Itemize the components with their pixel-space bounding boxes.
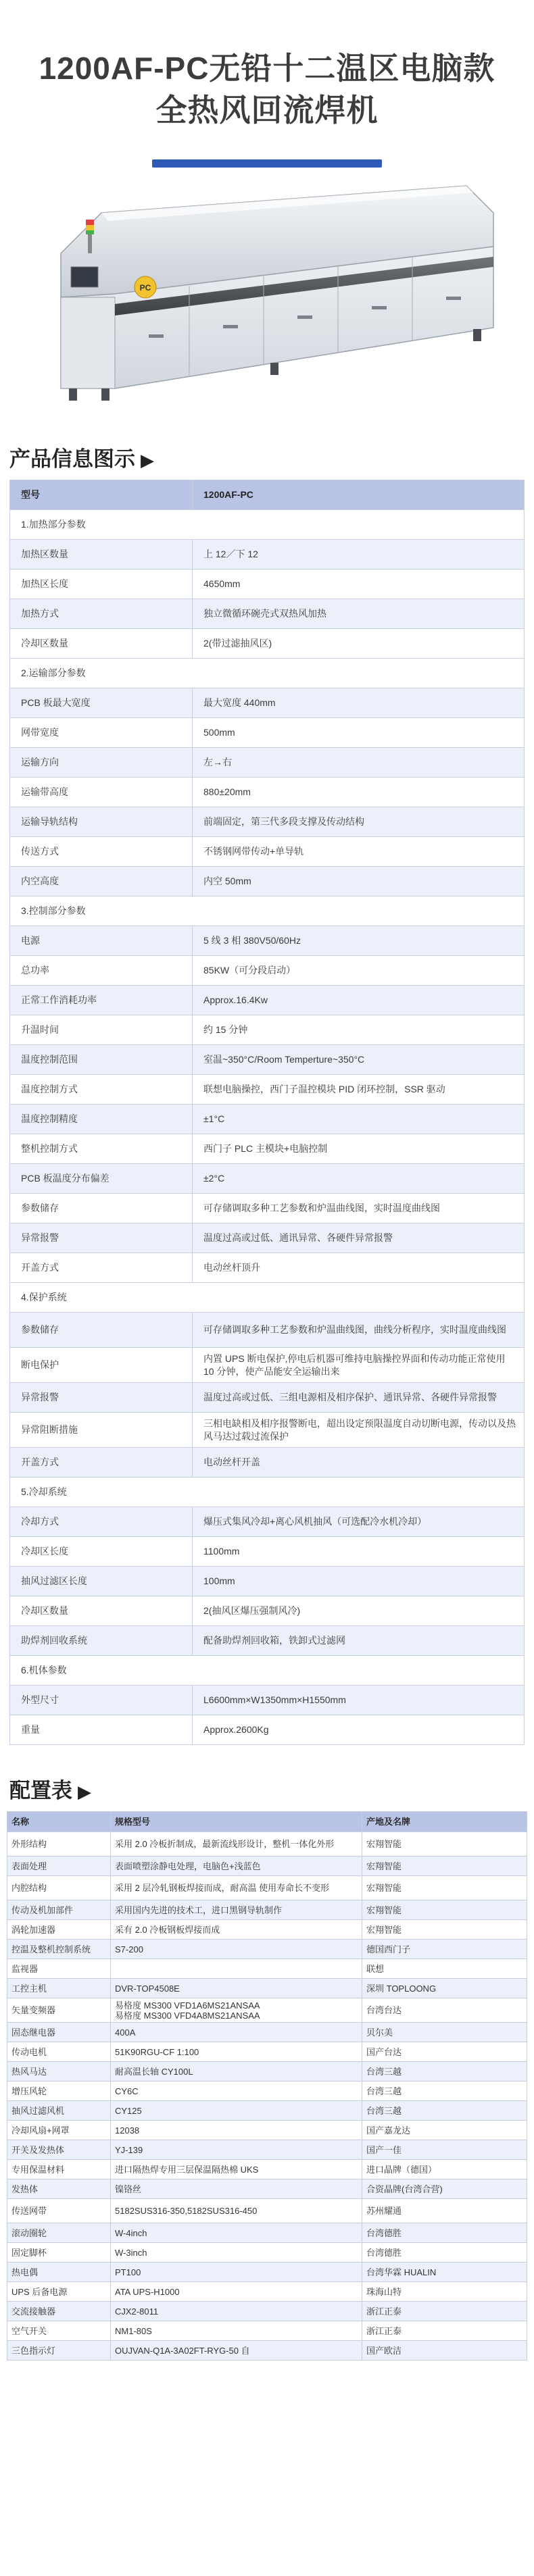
spec-label: 开盖方式	[10, 1448, 193, 1478]
config-row	[7, 2282, 527, 2302]
spec-label: PCB 板最大宽度	[10, 688, 193, 718]
config-name: 交流接触器	[7, 2302, 111, 2321]
spec-value: 温度过高或过低、三组电源相及相序保护、通讯异常、各硬件异常报警	[193, 1383, 525, 1413]
spec-value: 室温~350°C/Room Temperture~350°C	[193, 1045, 525, 1075]
spec-value: 500mm	[193, 718, 525, 748]
config-row	[7, 2081, 527, 2101]
spec-label: 冷却区数量	[10, 1596, 193, 1626]
config-name: 外形结构	[7, 1832, 111, 1857]
config-spec: W-4inch	[111, 2223, 362, 2243]
spec-value: 约 15 分钟	[193, 1015, 525, 1045]
config-row	[7, 1998, 527, 2023]
config-origin: 联想	[362, 1959, 527, 1979]
config-name: UPS 后备电源	[7, 2282, 111, 2302]
spec-header-cell: 1200AF-PC	[193, 480, 525, 510]
config-row	[7, 1857, 527, 1876]
spec-value: 上 12／下 12	[193, 540, 525, 570]
config-origin: 国产台达	[362, 2042, 527, 2062]
config-row	[7, 2023, 527, 2042]
config-name: 监视器	[7, 1959, 111, 1979]
config-row	[7, 2062, 527, 2081]
config-spec: CY6C	[111, 2081, 362, 2101]
config-row	[7, 2042, 527, 2062]
spec-section-label: 1.加热部分参数	[10, 510, 525, 540]
spec-value: 最大宽度 440mm	[193, 688, 525, 718]
config-spec: 采有 2.0 冷板钢板焊接而成	[111, 1920, 362, 1940]
spec-label: 总功率	[10, 956, 193, 986]
title-underline	[152, 159, 382, 168]
spec-row	[10, 1134, 525, 1164]
config-row	[7, 2101, 527, 2121]
hero-title-line1: 1200AF-PC无铅十二温区电脑款	[39, 51, 495, 86]
hero-title-line2: 全热风回流焊机	[155, 93, 379, 128]
spec-row	[10, 1253, 525, 1283]
spec-label: 冷却区数量	[10, 629, 193, 659]
config-spec: 51K90RGU-CF 1:100	[111, 2042, 362, 2062]
spec-row	[10, 837, 525, 867]
config-name: 传送网带	[7, 2199, 111, 2223]
spec-label: 传送方式	[10, 837, 193, 867]
spec-value: 4650mm	[193, 570, 525, 599]
config-origin: 宏翔智能	[362, 1900, 527, 1920]
config-origin: 台湾三越	[362, 2101, 527, 2121]
config-row	[7, 2243, 527, 2263]
config-spec: 12038	[111, 2121, 362, 2140]
config-spec: 进口隔热焊专用三层保温隔热棉 UKS	[111, 2160, 362, 2179]
config-spec: YJ-139	[111, 2140, 362, 2160]
config-name: 涡轮加速器	[7, 1920, 111, 1940]
spec-row	[10, 570, 525, 599]
brand-badge-text: PC	[139, 283, 151, 293]
spec-label: 助焊剂回收系统	[10, 1626, 193, 1656]
spec-value: 左→右	[193, 748, 525, 778]
config-row	[7, 1940, 527, 1959]
spec-label: 温度控制精度	[10, 1105, 193, 1134]
config-name: 专用保温材料	[7, 2160, 111, 2179]
spec-table	[9, 480, 525, 1745]
spec-value: 880±20mm	[193, 778, 525, 807]
spec-row	[10, 1045, 525, 1075]
spec-value: 内空 50mm	[193, 867, 525, 896]
spec-section-row	[10, 659, 525, 688]
spec-section-label: 6.机体参数	[10, 1656, 525, 1686]
config-name: 矢量变频器	[7, 1998, 111, 2023]
config-table	[7, 1811, 527, 2360]
spec-row	[10, 956, 525, 986]
spec-row	[10, 599, 525, 629]
spec-row	[10, 867, 525, 896]
spec-label: 抽风过滤区长度	[10, 1567, 193, 1596]
spec-label: 运输方向	[10, 748, 193, 778]
spec-label: 温度控制范围	[10, 1045, 193, 1075]
spec-label: 网带宽度	[10, 718, 193, 748]
config-spec: S7-200	[111, 1940, 362, 1959]
spec-row	[10, 1194, 525, 1223]
spec-header-row	[10, 480, 525, 510]
config-name: 开关及发热体	[7, 2140, 111, 2160]
spec-row	[10, 1626, 525, 1656]
config-spec: 5182SUS316-350,5182SUS316-450	[111, 2199, 362, 2223]
config-origin: 国产嘉龙达	[362, 2121, 527, 2140]
spec-value: 1100mm	[193, 1537, 525, 1567]
config-name: 发热体	[7, 2179, 111, 2199]
spec-row	[10, 1596, 525, 1626]
spec-label: 运输带高度	[10, 778, 193, 807]
config-origin: 宏翔智能	[362, 1832, 527, 1857]
spec-row	[10, 1537, 525, 1567]
spec-value: 85KW（可分段启动）	[193, 956, 525, 986]
spec-row	[10, 1448, 525, 1478]
spec-label: 加热区长度	[10, 570, 193, 599]
spec-row	[10, 807, 525, 837]
spec-value: 联想电脑操控，西门子温控模块 PID 闭环控制，SSR 驱动	[193, 1075, 525, 1105]
config-origin: 台湾台达	[362, 1998, 527, 2023]
hero-title	[0, 0, 534, 131]
spec-label: 内空高度	[10, 867, 193, 896]
config-name: 冷却风扇+网罩	[7, 2121, 111, 2140]
config-name: 抽风过滤风机	[7, 2101, 111, 2121]
config-origin: 进口晶牌（德国）	[362, 2160, 527, 2179]
config-row	[7, 1979, 527, 1998]
spec-value: 西门子 PLC 主模块+电脑控制	[193, 1134, 525, 1164]
spec-value: 内置 UPS 断电保护,停电后机器可维持电脑操控界面和传动功能正常使用 10 分钟，使产品能安全运输出来	[193, 1348, 525, 1383]
spec-label: 断电保护	[10, 1348, 193, 1383]
config-spec: 易格度 MS300 VFD1A6MS21ANSAA 易格度 MS300 VFD4A8MS21ANSAA	[111, 1998, 362, 2023]
spec-row	[10, 540, 525, 570]
config-header-cell: 规格型号	[111, 1812, 362, 1832]
config-row	[7, 1876, 527, 1900]
spec-label: 冷却区长度	[10, 1537, 193, 1567]
config-row	[7, 1900, 527, 1920]
spec-row	[10, 1164, 525, 1194]
spec-label: 异常报警	[10, 1223, 193, 1253]
config-name: 表面处理	[7, 1857, 111, 1876]
config-name: 增压风轮	[7, 2081, 111, 2101]
spec-row	[10, 1507, 525, 1537]
config-spec: PT100	[111, 2263, 362, 2282]
spec-row	[10, 629, 525, 659]
spec-row	[10, 1105, 525, 1134]
config-spec: 采用国内先进的技术工，进口黑钢导轨制作	[111, 1900, 362, 1920]
config-origin: 苏州耀通	[362, 2199, 527, 2223]
config-origin: 深圳 TOPLOONG	[362, 1979, 527, 1998]
spec-label: 参数储存	[10, 1194, 193, 1223]
config-origin: 德国西门子	[362, 1940, 527, 1959]
config-origin: 国产一佳	[362, 2140, 527, 2160]
spec-value: 2(带过滤抽风区)	[193, 629, 525, 659]
spec-row	[10, 1348, 525, 1383]
spec-value: 前端固定，第三代多段支撑及传动结构	[193, 807, 525, 837]
spec-row	[10, 1686, 525, 1715]
spec-label: 正常工作消耗功率	[10, 986, 193, 1015]
config-row	[7, 2321, 527, 2341]
config-spec: OUJVAN-Q1A-3A02FT-RYG-50 自	[111, 2341, 362, 2360]
config-section-heading	[0, 1771, 534, 1811]
config-row	[7, 2121, 527, 2140]
config-header-row	[7, 1812, 527, 1832]
config-name: 工控主机	[7, 1979, 111, 1998]
spec-section-label: 5.冷却系统	[10, 1478, 525, 1507]
spec-value: 温度过高或过低、通讯异常、各硬件异常报警	[193, 1223, 525, 1253]
spec-header-cell: 型号	[10, 480, 193, 510]
config-row	[7, 2140, 527, 2160]
spec-row	[10, 1383, 525, 1413]
spec-row	[10, 1715, 525, 1745]
spec-row	[10, 1567, 525, 1596]
config-spec: 耐高温长轴 CY100L	[111, 2062, 362, 2081]
spec-row	[10, 1075, 525, 1105]
config-spec: NM1-80S	[111, 2321, 362, 2341]
config-origin: 宏翔智能	[362, 1857, 527, 1876]
play-arrow-icon: ▶	[141, 450, 154, 470]
config-spec: 400A	[111, 2023, 362, 2042]
config-section-title: 配置表	[9, 1779, 72, 1802]
spec-value: ±2°C	[193, 1164, 525, 1194]
config-row	[7, 2223, 527, 2243]
spec-row	[10, 1223, 525, 1253]
spec-label: 电源	[10, 926, 193, 956]
config-row	[7, 2160, 527, 2179]
config-origin: 宏翔智能	[362, 1876, 527, 1900]
config-origin: 台湾德胜	[362, 2223, 527, 2243]
config-name: 传动及机加部件	[7, 1900, 111, 1920]
config-origin: 宏翔智能	[362, 1920, 527, 1940]
spec-value: 配备助焊剂回收箱，铁卸式过滤网	[193, 1626, 525, 1656]
config-origin: 合资晶牌(台湾合营)	[362, 2179, 527, 2199]
spec-section-row	[10, 896, 525, 926]
spec-value: 100mm	[193, 1567, 525, 1596]
reflow-oven-image	[34, 172, 500, 422]
spec-label: 冷却方式	[10, 1507, 193, 1537]
config-spec: CY125	[111, 2101, 362, 2121]
config-origin: 台湾三越	[362, 2062, 527, 2081]
spec-value: 爆压式集风冷却+离心风机抽风（可选配冷水机冷却）	[193, 1507, 525, 1537]
config-spec: 镍铬丝	[111, 2179, 362, 2199]
spec-section-row	[10, 1478, 525, 1507]
config-origin: 浙江正泰	[362, 2302, 527, 2321]
config-name: 固定脚杯	[7, 2243, 111, 2263]
config-row	[7, 1832, 527, 1857]
config-origin: 国产欧洁	[362, 2341, 527, 2360]
config-name: 三色指示灯	[7, 2341, 111, 2360]
config-name: 热电偶	[7, 2263, 111, 2282]
spec-value: Approx.2600Kg	[193, 1715, 525, 1745]
spec-row	[10, 1313, 525, 1348]
config-name: 传动电机	[7, 2042, 111, 2062]
config-origin: 台湾三越	[362, 2081, 527, 2101]
config-spec: 表面喷塑涂静电处理，电脑色+浅蓝色	[111, 1857, 362, 1876]
config-row	[7, 2302, 527, 2321]
spec-value: 电动丝杆顶升	[193, 1253, 525, 1283]
config-spec: 采用 2 层冷轧钢板焊接而成，耐高温 使用寿命长不变形	[111, 1876, 362, 1900]
spec-value: 5 线 3 相 380V50/60Hz	[193, 926, 525, 956]
spec-value: 可存储调取多种工艺参数和炉温曲线图，曲线分析程序，实时温度曲线图	[193, 1313, 525, 1348]
spec-label: 异常阻断措施	[10, 1413, 193, 1448]
spec-row	[10, 748, 525, 778]
spec-section-row	[10, 510, 525, 540]
config-name: 内腔结构	[7, 1876, 111, 1900]
spec-row	[10, 1015, 525, 1045]
play-arrow-icon: ▶	[78, 1782, 91, 1802]
spec-label: 参数储存	[10, 1313, 193, 1348]
spec-row	[10, 778, 525, 807]
spec-label: PCB 板温度分布偏差	[10, 1164, 193, 1194]
spec-value: 可存储调取多种工艺参数和炉温曲线图，实时温度曲线图	[193, 1194, 525, 1223]
spec-row	[10, 718, 525, 748]
spec-value: 独立微循环碗壳式双热风加热	[193, 599, 525, 629]
config-origin: 贝尔美	[362, 2023, 527, 2042]
spec-value: L6600mm×W1350mm×H1550mm	[193, 1686, 525, 1715]
config-row	[7, 2179, 527, 2199]
spec-label: 加热方式	[10, 599, 193, 629]
config-row	[7, 2341, 527, 2360]
config-header-cell: 名称	[7, 1812, 111, 1832]
spec-value: 2(抽风区爆压强制风冷)	[193, 1596, 525, 1626]
config-row	[7, 2199, 527, 2223]
config-name: 滚动圈轮	[7, 2223, 111, 2243]
spec-row	[10, 688, 525, 718]
config-origin: 台湾德胜	[362, 2243, 527, 2263]
spec-section-label: 2.运输部分参数	[10, 659, 525, 688]
spec-label: 整机控制方式	[10, 1134, 193, 1164]
config-spec	[111, 1959, 362, 1979]
config-spec: DVR-TOP4508E	[111, 1979, 362, 1998]
spec-value: 不锈钢网带传动+单导轨	[193, 837, 525, 867]
spec-label: 升温时间	[10, 1015, 193, 1045]
config-row	[7, 1920, 527, 1940]
spec-label: 外型尺寸	[10, 1686, 193, 1715]
spec-label: 加热区数量	[10, 540, 193, 570]
spec-label: 重量	[10, 1715, 193, 1745]
spec-label: 温度控制方式	[10, 1075, 193, 1105]
spec-value: 三相电缺相及相序报警断电，超出设定预限温度自动切断电源，传动以及热风马达过载过流保护	[193, 1413, 525, 1448]
spec-label: 运输导轨结构	[10, 807, 193, 837]
config-spec: 采用 2.0 冷板折制成，最新流线形设计，整机一体化外形	[111, 1832, 362, 1857]
config-name: 热风马达	[7, 2062, 111, 2081]
config-spec: ATA UPS-H1000	[111, 2282, 362, 2302]
spec-section-label: 4.保护系统	[10, 1283, 525, 1313]
hero-banner	[0, 0, 534, 439]
spec-label: 异常报警	[10, 1383, 193, 1413]
spec-section-label: 3.控制部分参数	[10, 896, 525, 926]
spec-value: Approx.16.4Kw	[193, 986, 525, 1015]
config-origin: 台湾华霖 HUALIN	[362, 2263, 527, 2282]
config-row	[7, 1959, 527, 1979]
spec-value: ±1°C	[193, 1105, 525, 1134]
config-name: 控温及整机控制系统	[7, 1940, 111, 1959]
config-spec: W-3inch	[111, 2243, 362, 2263]
config-header-cell: 产地及名牌	[362, 1812, 527, 1832]
config-row	[7, 2263, 527, 2282]
spec-section-row	[10, 1283, 525, 1313]
config-origin: 浙江正泰	[362, 2321, 527, 2341]
spec-section-row	[10, 1656, 525, 1686]
spec-section-title: 产品信息图示	[9, 447, 135, 471]
spec-value: 电动丝杆开盖	[193, 1448, 525, 1478]
spec-section-heading	[0, 439, 534, 480]
config-spec: CJX2-8011	[111, 2302, 362, 2321]
config-origin: 珠海山特	[362, 2282, 527, 2302]
spec-row	[10, 926, 525, 956]
config-name: 空气开关	[7, 2321, 111, 2341]
spec-row	[10, 1413, 525, 1448]
spec-row	[10, 986, 525, 1015]
spec-label: 开盖方式	[10, 1253, 193, 1283]
config-name: 固态继电器	[7, 2023, 111, 2042]
